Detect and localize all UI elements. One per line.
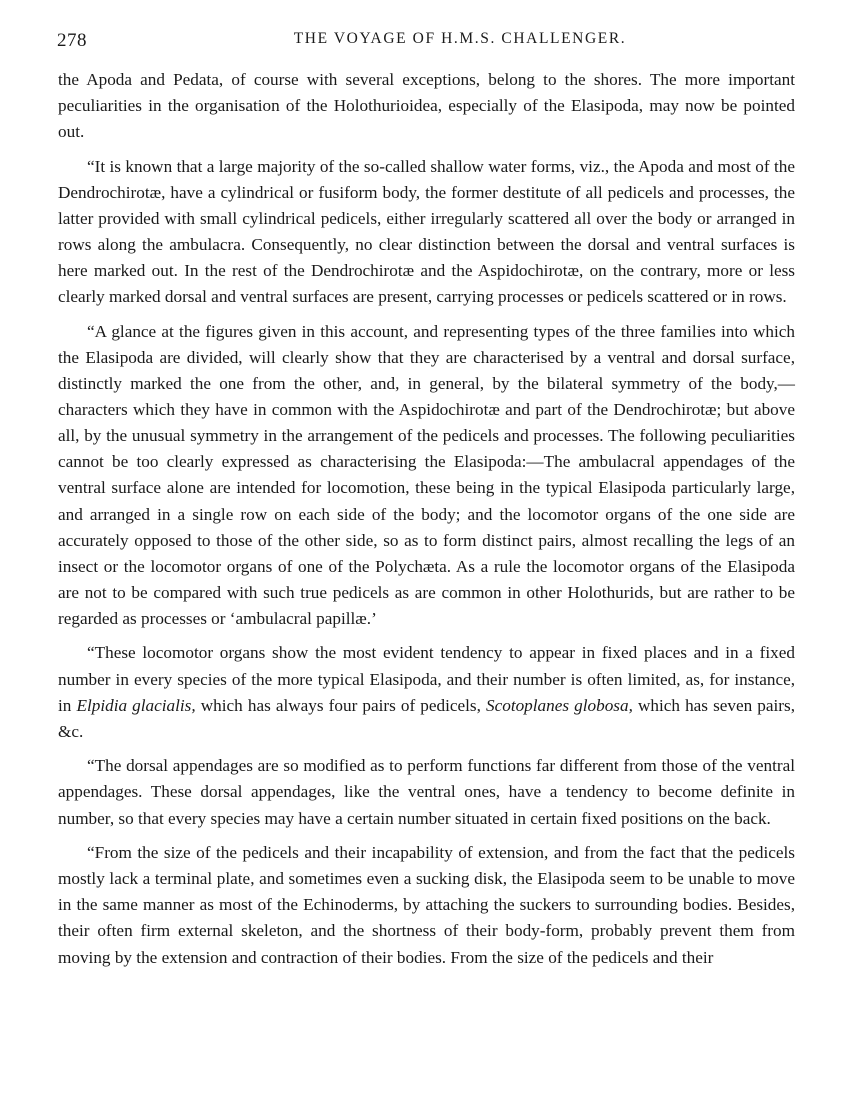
body-text bbox=[58, 67, 795, 979]
paragraph: “It is known that a large majority of the so-called shallow water forms, viz., the Apoda and most of the Dendrochirotæ, have a cylindrical or fusiform body, the former destitute of all pedicels and processes, the latter provided with small cylindrical pedicels, either irregularly scattered all over the body or arranged in rows along the ambulacra. Consequently, no clear distinction between the dorsal and ventral surfaces is here marked out. In the rest of the Dendrochirotæ and the Aspidochirotæ, on the contrary, more or less clearly marked dorsal and ventral surfaces are present, carrying processes or pedicels scattered or in rows. bbox=[58, 156, 795, 307]
paragraph-text: which has always four pairs of pedicels, bbox=[195, 695, 486, 715]
page-number: 278 bbox=[57, 30, 87, 51]
paragraph: “From the size of the pedicels and their incapability of extension, and from the fact that the pedicels mostly lack a terminal plate, and sometimes even a sucking disk, the Elasipoda seem to be unable to move in the same manner as most of the Echinoderms, by attaching the suckers to surrounding bodies. Besides, their often firm external skeleton, and the shortness of their body-form, probably prevent them from moving by the extension and contraction of their bodies. From the size of the pedicels and their bbox=[58, 843, 795, 967]
species-name: Elpidia glacialis, bbox=[76, 695, 196, 715]
paragraph-text: “These locomotor organs show the most evident tendency to appear in fixed places and in a fixed number in every species of the more typical Elasipoda, and their number is often limited, as, for instance, in bbox=[58, 643, 795, 715]
paragraph: “The dorsal appendages are so modified as to perform functions far different from those of the ventral appendages. These dorsal appendages, like the ventral ones, have a tendency to become definite in number, so that every species may have a certain number situated in certain fixed positions on the back. bbox=[58, 756, 795, 828]
paragraph-text: which has seven pairs, &c. bbox=[58, 695, 795, 741]
paragraph: “A glance at the figures given in this account, and representing types of the three families into which the Elasipoda are divided, will clearly show that they are characterised by a ventral and dorsal surface, distinctly marked the one from the other, and, in general, by the bilateral symmetry of the body,—characters which they have in common with the Aspidochirotæ and part of the Dendrochirotæ; but above all, by the unusual symmetry in the arrangement of the pedicels and processes. The following peculiarities cannot be too clearly expressed as characterising the Elasipoda:—The ambulacral appendages of the ventral surface alone are intended for locomotion, these being in the typical Elasipoda particularly large, and arranged in a single row on each side of the body; and the locomotor organs of the one side are accurately opposed to those of the other side, so as to form distinct pairs, almost recalling the legs of an insect or the locomotor organs of one of the Polychæta. As a rule the locomotor organs of the Elasipoda are not to be compared with such true pedicels as are common in other Holothurids, but are rather to be regarded as processes or ‘ambulacral papillæ.’ bbox=[58, 321, 795, 628]
paragraph: the Apoda and Pedata, of course with several exceptions, belong to the shores. The more important peculiarities in the organisation of the Holothurioidea, especially of the Elasipoda, may now be pointed out. bbox=[58, 70, 795, 142]
paragraph bbox=[58, 640, 795, 744]
running-head: THE VOYAGE OF H.M.S. CHALLENGER. bbox=[293, 30, 627, 47]
species-name: Scotoplanes globosa, bbox=[486, 695, 633, 715]
